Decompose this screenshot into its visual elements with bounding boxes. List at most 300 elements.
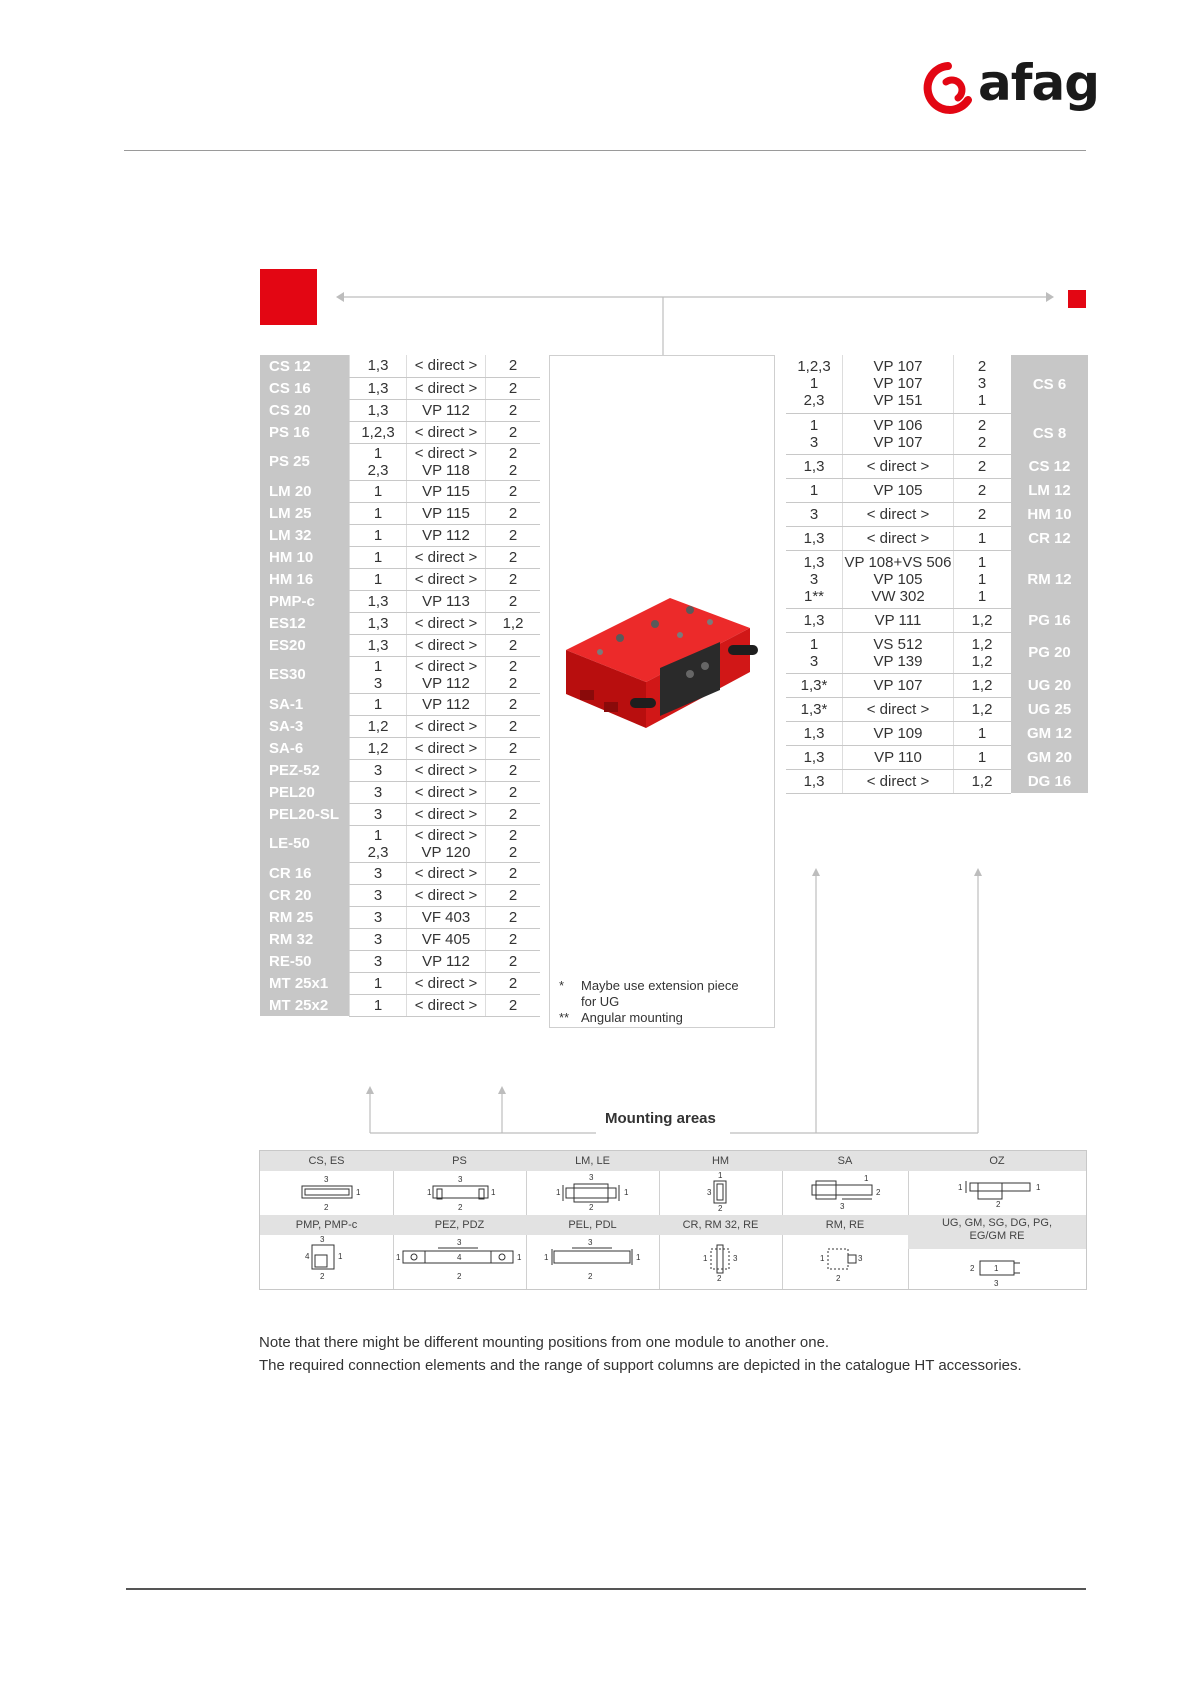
module-name: CS 20 — [260, 399, 350, 421]
mounting-area: 1 2,3 — [350, 443, 407, 480]
mounting-area: 1,3 — [786, 608, 843, 632]
adapter-plate: VP 113 — [407, 590, 486, 612]
left-table-row — [260, 421, 540, 443]
brand-name: afag — [978, 54, 1100, 112]
adapter-plate: < direct > VP 112 — [407, 656, 486, 693]
svg-text:1: 1 — [396, 1253, 401, 1262]
adapter-plate: < direct > — [407, 421, 486, 443]
note-1-text-continued: for UG — [581, 994, 620, 1009]
position: 2 — [486, 759, 541, 781]
position: 2 — [486, 355, 541, 377]
right-table-row — [786, 632, 1088, 673]
mounting-area: 1,3 3 1** — [786, 550, 843, 608]
module-name: CS 12 — [1011, 454, 1089, 478]
svg-text:2: 2 — [588, 1272, 593, 1281]
svg-text:1: 1 — [427, 1188, 432, 1197]
svg-text:3: 3 — [858, 1254, 863, 1263]
right-table-row — [786, 608, 1088, 632]
footnote-line-1: Note that there might be different mounting positions from one module to another one. — [259, 1334, 830, 1351]
mount-label-pel: PEL, PDL — [526, 1215, 659, 1235]
mounting-area: 3 — [350, 759, 407, 781]
mounting-area: 3 — [350, 928, 407, 950]
adapter-plate: VP 112 — [407, 399, 486, 421]
adapter-plate: < direct > — [407, 612, 486, 634]
mounting-area: 1,2 — [350, 715, 407, 737]
mount-cell-hm — [659, 1151, 782, 1215]
mounting-area: 1 2,3 — [350, 825, 407, 862]
position: 1,2 — [954, 608, 1011, 632]
mount-diagram-lm-le — [526, 1151, 659, 1215]
module-name: SA-3 — [260, 715, 350, 737]
adapter-plate: VF 403 — [407, 906, 486, 928]
left-table-row — [260, 906, 540, 928]
adapter-plate: VP 106 VP 107 — [843, 413, 954, 454]
position: 1 — [954, 721, 1011, 745]
afag-logo-mark-icon — [918, 62, 976, 118]
module-name: PG 20 — [1011, 632, 1089, 673]
position: 2 — [486, 715, 541, 737]
mount-label-pez: PEZ, PDZ — [393, 1215, 526, 1235]
left-table-row — [260, 715, 540, 737]
left-table-row — [260, 862, 540, 884]
left-table-row — [260, 568, 540, 590]
mount-label-rm: RM, RE — [782, 1215, 908, 1235]
position: 2 — [486, 634, 541, 656]
position: 2 — [486, 994, 541, 1016]
right-table-row — [786, 478, 1088, 502]
position: 1 — [954, 526, 1011, 550]
module-name: LM 25 — [260, 502, 350, 524]
mounting-area: 1,3 — [786, 526, 843, 550]
position: 2 3 1 — [954, 355, 1011, 413]
adapter-plate: < direct > VP 118 — [407, 443, 486, 480]
position: 2 — [486, 906, 541, 928]
right-module-table — [786, 355, 1088, 794]
mount-label-cs-es: CS, ES — [260, 1151, 393, 1171]
position: 1 — [954, 745, 1011, 769]
right-table-row — [786, 769, 1088, 793]
mount-cell-pel — [526, 1215, 659, 1289]
left-table-row — [260, 781, 540, 803]
position: 1,2 — [954, 697, 1011, 721]
left-table-row — [260, 994, 540, 1016]
position: 2 — [486, 781, 541, 803]
svg-text:3: 3 — [707, 1188, 712, 1197]
right-table-row — [786, 355, 1088, 413]
position: 2 — [486, 480, 541, 502]
svg-text:2: 2 — [970, 1264, 975, 1273]
mounting-area: 1,2,3 — [350, 421, 407, 443]
position: 2 — [486, 502, 541, 524]
mount-label-oz: OZ — [908, 1151, 1086, 1171]
note-1-mark: * — [559, 978, 565, 993]
position: 2 2 — [486, 656, 541, 693]
right-table-row — [786, 454, 1088, 478]
svg-text:1: 1 — [556, 1188, 561, 1197]
left-table-row — [260, 590, 540, 612]
mount-diagram-pez — [393, 1215, 526, 1289]
adapter-plate: VP 108+VS 506 VP 105 VW 302 — [843, 550, 954, 608]
mounting-area: 1 — [350, 502, 407, 524]
mount-label-ug-line1: UG, GM, SG, DG, PG, — [941, 1217, 1052, 1229]
mounting-area: 3 — [350, 906, 407, 928]
module-name: SA-1 — [260, 693, 350, 715]
position: 2 — [486, 693, 541, 715]
module-name: PEL20 — [260, 781, 350, 803]
mounting-area: 1,3 — [350, 399, 407, 421]
position: 1,2 — [954, 769, 1011, 793]
module-name: UG 20 — [1011, 673, 1089, 697]
module-name: ES12 — [260, 612, 350, 634]
mounting-area: 1,3 — [786, 769, 843, 793]
adapter-plate: VS 512 VP 139 — [843, 632, 954, 673]
mounting-area: 3 — [350, 803, 407, 825]
right-table-row — [786, 697, 1088, 721]
left-table-row — [260, 656, 540, 693]
header-rule — [124, 150, 1086, 151]
adapter-plate: VP 107 VP 107 VP 151 — [843, 355, 954, 413]
position: 2 2 — [486, 825, 541, 862]
module-name: ES20 — [260, 634, 350, 656]
footnote — [259, 1331, 1022, 1377]
mounting-area: 1 — [350, 524, 407, 546]
module-name: CR 20 — [260, 884, 350, 906]
left-table-row — [260, 546, 540, 568]
mounting-area: 1 — [350, 693, 407, 715]
mounting-area: 1 — [350, 972, 407, 994]
adapter-plate: VF 405 — [407, 928, 486, 950]
adapter-plate: VP 110 — [843, 745, 954, 769]
mounting-area: 1 3 — [350, 656, 407, 693]
mounting-area: 3 — [350, 884, 407, 906]
adapter-plate: VP 111 — [843, 608, 954, 632]
position: 2 2 — [954, 413, 1011, 454]
left-table-row — [260, 502, 540, 524]
right-table-row — [786, 673, 1088, 697]
mount-cell-pmp — [260, 1215, 393, 1289]
module-name: RM 32 — [260, 928, 350, 950]
module-name: PG 16 — [1011, 608, 1089, 632]
mount-cell-ug — [908, 1215, 1086, 1289]
module-name: LM 12 — [1011, 478, 1089, 502]
left-table-row — [260, 355, 540, 377]
left-table-row — [260, 443, 540, 480]
mounting-area: 3 — [350, 862, 407, 884]
module-name: RM 12 — [1011, 550, 1089, 608]
svg-text:3: 3 — [324, 1175, 329, 1184]
svg-text:2: 2 — [589, 1203, 594, 1212]
adapter-plate: < direct > — [843, 502, 954, 526]
svg-text:1: 1 — [356, 1188, 361, 1197]
right-table-row — [786, 526, 1088, 550]
mounting-area: 1 — [350, 546, 407, 568]
module-name: CS 6 — [1011, 355, 1089, 413]
svg-text:1: 1 — [994, 1264, 999, 1273]
mount-cell-rm — [782, 1215, 908, 1289]
svg-text:1: 1 — [703, 1254, 708, 1263]
mount-diagram-ug — [908, 1215, 1086, 1289]
right-table-row — [786, 721, 1088, 745]
right-table-row — [786, 745, 1088, 769]
adapter-plate: < direct > — [407, 546, 486, 568]
mount-label-hm: HM — [659, 1151, 782, 1171]
mounting-areas-label: Mounting areas — [605, 1110, 716, 1127]
module-name: CS 8 — [1011, 413, 1089, 454]
module-name: CS 12 — [260, 355, 350, 377]
mounting-area: 1,3* — [786, 673, 843, 697]
module-name: HM 10 — [260, 546, 350, 568]
module-name: HM 10 — [1011, 502, 1089, 526]
adapter-plate: < direct > — [843, 697, 954, 721]
gripper-product-image — [560, 590, 770, 740]
red-marker-large — [260, 269, 317, 325]
module-name: GM 20 — [1011, 745, 1089, 769]
note-2-mark: ** — [559, 1010, 570, 1025]
module-name: ES30 — [260, 656, 350, 693]
left-table-row — [260, 759, 540, 781]
mount-cell-ps — [393, 1151, 526, 1215]
svg-text:2: 2 — [996, 1200, 1001, 1209]
afag-logo — [918, 54, 1100, 122]
left-table-row — [260, 825, 540, 862]
position: 1,2 — [486, 612, 541, 634]
mounting-area: 3 — [350, 950, 407, 972]
adapter-plate: < direct > — [407, 715, 486, 737]
svg-text:1: 1 — [544, 1253, 549, 1262]
mounting-area: 1 — [350, 480, 407, 502]
module-name: LE-50 — [260, 825, 350, 862]
position: 2 — [486, 803, 541, 825]
adapter-plate: < direct > — [407, 803, 486, 825]
svg-text:2: 2 — [718, 1204, 723, 1213]
position: 2 2 — [486, 443, 541, 480]
position: 2 — [954, 454, 1011, 478]
adapter-plate: < direct > — [407, 355, 486, 377]
adapter-plate: < direct > — [407, 781, 486, 803]
adapter-plate: < direct > — [407, 634, 486, 656]
mounting-area: 1,3* — [786, 697, 843, 721]
left-table-row — [260, 972, 540, 994]
position: 2 — [486, 377, 541, 399]
adapter-plate: < direct > — [407, 862, 486, 884]
adapter-plate: < direct > VP 120 — [407, 825, 486, 862]
mounting-area: 1,3 — [350, 612, 407, 634]
svg-text:1: 1 — [864, 1174, 869, 1183]
adapter-plate: < direct > — [407, 972, 486, 994]
left-table-row — [260, 524, 540, 546]
mount-diagram-cr — [659, 1215, 782, 1289]
module-name: LM 20 — [260, 480, 350, 502]
module-name: PS 16 — [260, 421, 350, 443]
module-name: PEL20-SL — [260, 803, 350, 825]
module-name: HM 16 — [260, 568, 350, 590]
left-module-table — [260, 355, 540, 1017]
left-table-row — [260, 737, 540, 759]
svg-text:1: 1 — [718, 1171, 723, 1180]
mounting-area: 1 3 — [786, 632, 843, 673]
mount-diagram-ps — [393, 1151, 526, 1215]
adapter-plate: < direct > — [843, 454, 954, 478]
notes — [559, 978, 739, 1026]
module-name: GM 12 — [1011, 721, 1089, 745]
position: 2 — [486, 884, 541, 906]
module-name: MT 25x2 — [260, 994, 350, 1016]
adapter-plate: < direct > — [407, 737, 486, 759]
position: 2 — [486, 972, 541, 994]
svg-text:1: 1 — [1036, 1183, 1041, 1192]
footer-rule — [126, 1588, 1086, 1590]
adapter-plate: < direct > — [407, 759, 486, 781]
mounting-area: 1,3 — [350, 355, 407, 377]
position: 2 — [486, 928, 541, 950]
mounting-area: 1,2,3 1 2,3 — [786, 355, 843, 413]
svg-text:3: 3 — [458, 1175, 463, 1184]
module-name: UG 25 — [1011, 697, 1089, 721]
adapter-plate: < direct > — [843, 526, 954, 550]
module-name: RE-50 — [260, 950, 350, 972]
position: 2 — [486, 568, 541, 590]
mount-diagram-cs-es — [260, 1151, 393, 1215]
svg-text:2: 2 — [320, 1272, 325, 1281]
mount-cell-lm-le — [526, 1151, 659, 1215]
red-marker-small — [1068, 290, 1086, 308]
svg-text:4: 4 — [457, 1253, 462, 1262]
position: 1 1 1 — [954, 550, 1011, 608]
svg-text:1: 1 — [636, 1253, 641, 1262]
left-table-row — [260, 399, 540, 421]
module-name: DG 16 — [1011, 769, 1089, 793]
mount-cell-sa — [782, 1151, 908, 1215]
module-name: CR 16 — [260, 862, 350, 884]
module-name: CS 16 — [260, 377, 350, 399]
mount-cell-pez — [393, 1215, 526, 1289]
mount-cell-oz — [908, 1151, 1086, 1215]
adapter-plate: VP 107 — [843, 673, 954, 697]
mount-label-ps: PS — [393, 1151, 526, 1171]
adapter-plate: < direct > — [407, 884, 486, 906]
mounting-area: 3 — [786, 502, 843, 526]
mount-diagram-pmp — [260, 1215, 393, 1289]
position: 1,2 — [954, 673, 1011, 697]
position: 2 — [954, 478, 1011, 502]
mount-diagram-oz — [908, 1151, 1086, 1215]
mount-diagram-rm — [782, 1215, 908, 1289]
adapter-plate: VP 105 — [843, 478, 954, 502]
left-table-row — [260, 950, 540, 972]
mounting-area: 1,3 — [350, 590, 407, 612]
position: 2 — [486, 524, 541, 546]
mounting-area: 1 — [350, 568, 407, 590]
position: 2 — [486, 737, 541, 759]
svg-text:1: 1 — [517, 1253, 522, 1262]
left-table-row — [260, 480, 540, 502]
svg-text:3: 3 — [589, 1173, 594, 1182]
mounting-areas-grid — [259, 1150, 1087, 1290]
right-table-row — [786, 413, 1088, 454]
note-2-text: Angular mounting — [581, 1010, 683, 1025]
mount-cell-cs-es — [260, 1151, 393, 1215]
mount-cell-cr — [659, 1215, 782, 1289]
mount-label-sa: SA — [782, 1151, 908, 1171]
module-name: RM 25 — [260, 906, 350, 928]
note-1-text: Maybe use extension piece — [581, 978, 739, 993]
left-table-row — [260, 928, 540, 950]
svg-text:2: 2 — [717, 1274, 722, 1283]
mounting-area: 1,3 — [350, 634, 407, 656]
module-name: PEZ-52 — [260, 759, 350, 781]
svg-text:1: 1 — [958, 1183, 963, 1192]
mount-diagram-sa — [782, 1151, 908, 1215]
left-table-row — [260, 634, 540, 656]
mounting-area: 1 — [350, 994, 407, 1016]
adapter-plate: < direct > — [407, 377, 486, 399]
adapter-plate: < direct > — [843, 769, 954, 793]
adapter-plate: VP 112 — [407, 693, 486, 715]
module-name: PS 25 — [260, 443, 350, 480]
svg-text:2: 2 — [836, 1274, 841, 1283]
position: 2 — [486, 590, 541, 612]
svg-text:2: 2 — [458, 1203, 463, 1212]
mounting-area: 1,3 — [786, 721, 843, 745]
svg-text:3: 3 — [457, 1238, 462, 1247]
svg-text:3: 3 — [588, 1238, 593, 1247]
mounting-area: 1 3 — [786, 413, 843, 454]
mount-label-cr: CR, RM 32, RE — [659, 1215, 782, 1235]
module-name: SA-6 — [260, 737, 350, 759]
left-table-row — [260, 612, 540, 634]
svg-text:1: 1 — [820, 1254, 825, 1263]
mount-label-pmp: PMP, PMP-c — [260, 1215, 393, 1235]
svg-text:3: 3 — [840, 1202, 845, 1211]
right-table-row — [786, 502, 1088, 526]
svg-text:3: 3 — [994, 1279, 999, 1288]
mounting-area: 1,3 — [786, 745, 843, 769]
mount-label-lm-le: LM, LE — [526, 1151, 659, 1171]
mounting-area: 3 — [350, 781, 407, 803]
left-table-row — [260, 377, 540, 399]
position: 2 — [486, 546, 541, 568]
mount-label-ug-line2: EG/GM RE — [969, 1230, 1025, 1242]
svg-text:3: 3 — [733, 1254, 738, 1263]
svg-text:2: 2 — [324, 1203, 329, 1212]
svg-text:1: 1 — [624, 1188, 629, 1197]
adapter-plate: VP 109 — [843, 721, 954, 745]
adapter-plate: < direct > — [407, 568, 486, 590]
adapter-plate: VP 115 — [407, 480, 486, 502]
mounting-area: 1,3 — [786, 454, 843, 478]
position: 2 — [486, 421, 541, 443]
left-table-row — [260, 803, 540, 825]
module-name: CR 12 — [1011, 526, 1089, 550]
svg-text:4: 4 — [305, 1252, 310, 1261]
footnote-line-2: The required connection elements and the range of support columns are depicted in the catalogue HT accessories. — [259, 1357, 1022, 1374]
mounting-area: 1 — [786, 478, 843, 502]
position: 2 — [486, 950, 541, 972]
svg-text:1: 1 — [491, 1188, 496, 1197]
position: 2 — [486, 399, 541, 421]
position: 2 — [486, 862, 541, 884]
svg-text:2: 2 — [876, 1188, 881, 1197]
mounting-area: 1,2 — [350, 737, 407, 759]
svg-text:1: 1 — [338, 1252, 343, 1261]
svg-text:2: 2 — [457, 1272, 462, 1281]
adapter-plate: VP 115 — [407, 502, 486, 524]
mounting-area: 1,3 — [350, 377, 407, 399]
svg-text:3: 3 — [320, 1235, 325, 1244]
module-name: MT 25x1 — [260, 972, 350, 994]
right-table-row — [786, 550, 1088, 608]
module-name: LM 32 — [260, 524, 350, 546]
